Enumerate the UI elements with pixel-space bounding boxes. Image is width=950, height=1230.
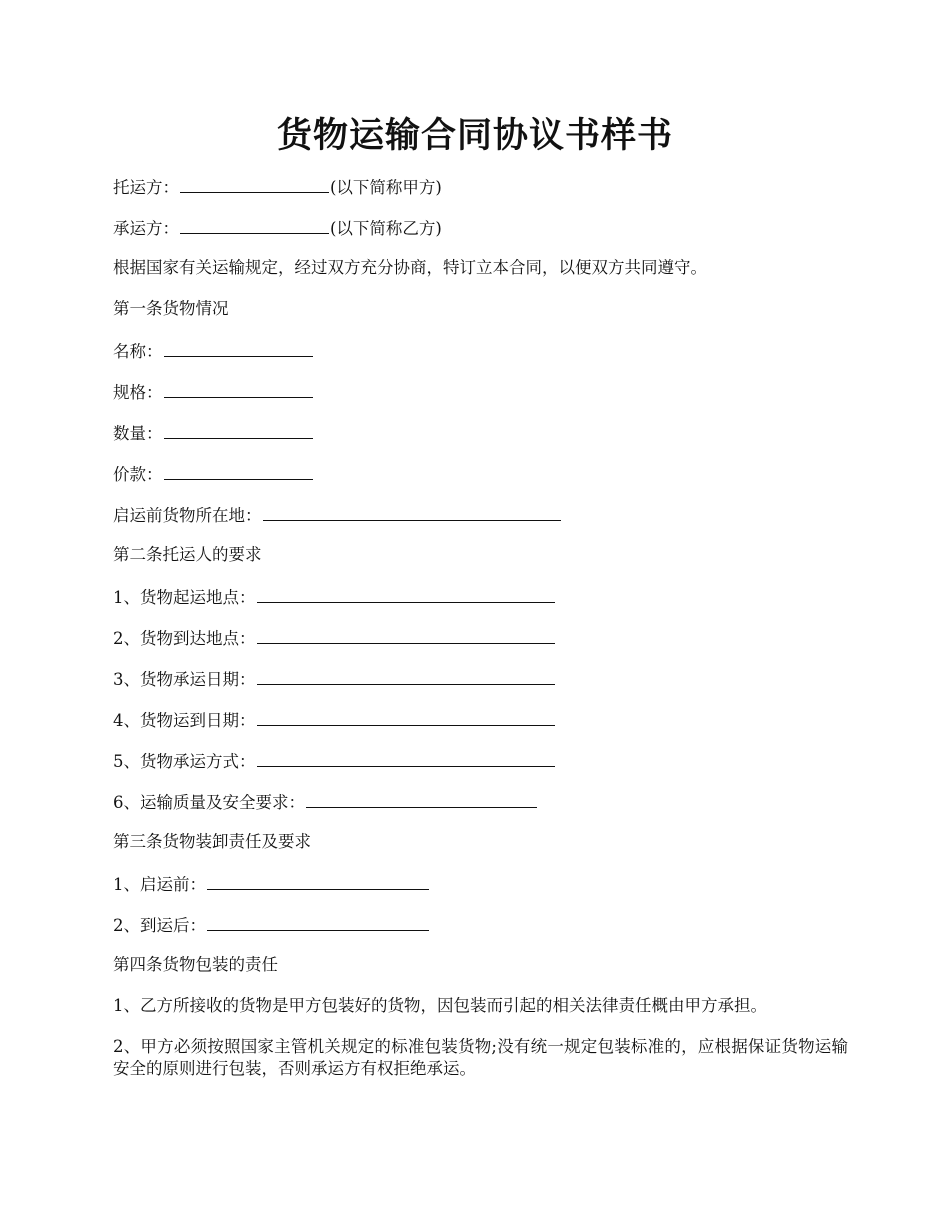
article2-item-label: 6、运输质量及安全要求：: [113, 793, 305, 812]
article2-item-label: 5、货物承运方式：: [113, 752, 256, 771]
goods-qty-blank: [164, 421, 313, 439]
article2-item-label: 2、货物到达地点：: [113, 629, 256, 648]
article3-item-blank: [207, 872, 429, 890]
article2-item-1: [113, 585, 848, 607]
goods-spec-label: 规格：: [113, 383, 163, 402]
article2-item-blank: [257, 708, 555, 726]
article3-item-label: 1、启运前：: [113, 875, 206, 894]
goods-price-line: [113, 462, 848, 484]
goods-location-blank: [263, 503, 561, 521]
article2-item-blank: [257, 749, 555, 767]
article2-item-6: [113, 790, 848, 812]
article2-item-blank: [257, 626, 555, 644]
article2-heading: 第二条托运人的要求: [113, 545, 262, 564]
carrier-line: [113, 216, 848, 238]
document-body: [113, 175, 848, 1099]
article2-item-label: 4、货物运到日期：: [113, 711, 256, 730]
article3-heading: 第三条货物装卸责任及要求: [113, 832, 311, 851]
carrier-suffix: (以下简称乙方): [330, 219, 442, 238]
goods-name-line: [113, 339, 848, 361]
article3-item-1: [113, 872, 848, 894]
article2-item-5: [113, 749, 848, 771]
article3-item-blank: [207, 913, 429, 931]
goods-price-label: 价款：: [113, 465, 163, 484]
goods-price-blank: [164, 462, 313, 480]
article4-paragraph-1: 1、乙方所接收的货物是甲方包装好的货物，因包装而引起的相关法律责任概由甲方承担。: [113, 996, 767, 1015]
article4-paragraph-2: 2、甲方必须按照国家主管机关规定的标准包装货物;没有统一规定包装标准的，应根据保证货物运输安全的原则进行包装，否则承运方有权拒绝承运。: [113, 1037, 848, 1078]
article2-item-3: [113, 667, 848, 689]
shipper-line: [113, 175, 848, 197]
carrier-label: 承运方：: [113, 219, 179, 238]
article3-item-2: [113, 913, 848, 935]
article2-item-label: 3、货物承运日期：: [113, 670, 256, 689]
shipper-blank: [180, 175, 329, 193]
shipper-suffix: (以下简称甲方): [330, 178, 442, 197]
document-title: 货物运输合同协议书样书: [276, 115, 673, 156]
carrier-blank: [180, 216, 329, 234]
article2-item-blank: [257, 585, 555, 603]
article1-heading: 第一条货物情况: [113, 299, 229, 318]
goods-location-label: 启运前货物所在地：: [113, 506, 262, 525]
shipper-label: 托运方：: [113, 178, 179, 197]
goods-name-label: 名称：: [113, 342, 163, 361]
goods-qty-label: 数量：: [113, 424, 163, 443]
goods-name-blank: [164, 339, 313, 357]
goods-spec-line: [113, 380, 848, 402]
article2-item-4: [113, 708, 848, 730]
goods-spec-blank: [164, 380, 313, 398]
goods-location-line: [113, 503, 848, 525]
article2-item-blank: [257, 667, 555, 685]
article2-item-2: [113, 626, 848, 648]
intro-paragraph: 根据国家有关运输规定，经过双方充分协商，特订立本合同，以便双方共同遵守。: [113, 258, 707, 277]
article2-item-blank: [306, 790, 537, 808]
article3-item-label: 2、到运后：: [113, 916, 206, 935]
article2-item-label: 1、货物起运地点：: [113, 588, 256, 607]
article4-heading: 第四条货物包装的责任: [113, 955, 278, 974]
goods-qty-line: [113, 421, 848, 443]
